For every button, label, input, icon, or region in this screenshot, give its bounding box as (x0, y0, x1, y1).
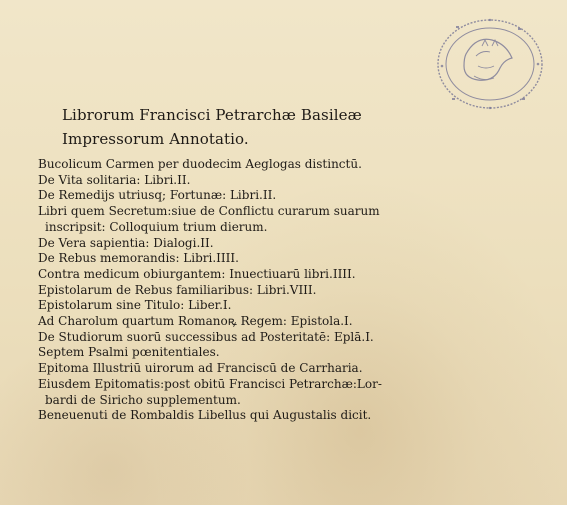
title-line-1: Librorum Francisci Petrarchæ Basileæ (62, 106, 362, 124)
list-item: Epistolarum de Rebus familiaribus: Libri.VIII. (38, 282, 317, 297)
list-item: De Remedijs utriusq; Fortunæ: Libri.II. (38, 188, 277, 203)
library-stamp-seal (418, 6, 558, 126)
page-title (62, 103, 422, 151)
list-item: De Rebus memorandis: Libri.IIII. (38, 251, 239, 266)
library-stamp (418, 6, 558, 126)
list-item: Ad Charolum quartum Romanoꝶ Regem: Epistola.I. (38, 314, 353, 329)
list-item: De Studiorum suorū successibus ad Posteritatē: Eplā.I. (38, 329, 374, 344)
list-item: bardi de Siricho supplementum. (45, 392, 241, 407)
list-item: Eiusdem Epitomatis:post obitū Francisci Petrarchæ:Lor- (38, 376, 382, 391)
list-item: Beneuenuti de Rombaldis Libellus qui Augustalis dicit. (38, 408, 372, 423)
list-item: Bucolicum Carmen per duodecim Aeglogas distinctū. (38, 157, 362, 171)
list-item: Epistolarum sine Titulo: Liber.I. (38, 298, 232, 313)
list-item: Libri quem Secretum:siue de Conflictu curarum suarum (38, 204, 380, 219)
list-item: Septem Psalmi pœnitentiales. (38, 345, 220, 360)
list-item: Contra medicum obiurgantem: Inuectiuarū libri.IIII. (38, 266, 356, 281)
list-item: De Vera sapientia: Dialogi.II. (38, 235, 214, 250)
works-list (38, 157, 558, 424)
title-line-2: Impressorum Annotatio. (62, 130, 249, 148)
list-item: De Vita solitaria: Libri.II. (38, 172, 191, 187)
list-item: inscripsit: Colloquium trium dierum. (45, 219, 268, 234)
list-item: Epitoma Illustriū uirorum ad Franciscū de Carrharia. (38, 361, 363, 376)
